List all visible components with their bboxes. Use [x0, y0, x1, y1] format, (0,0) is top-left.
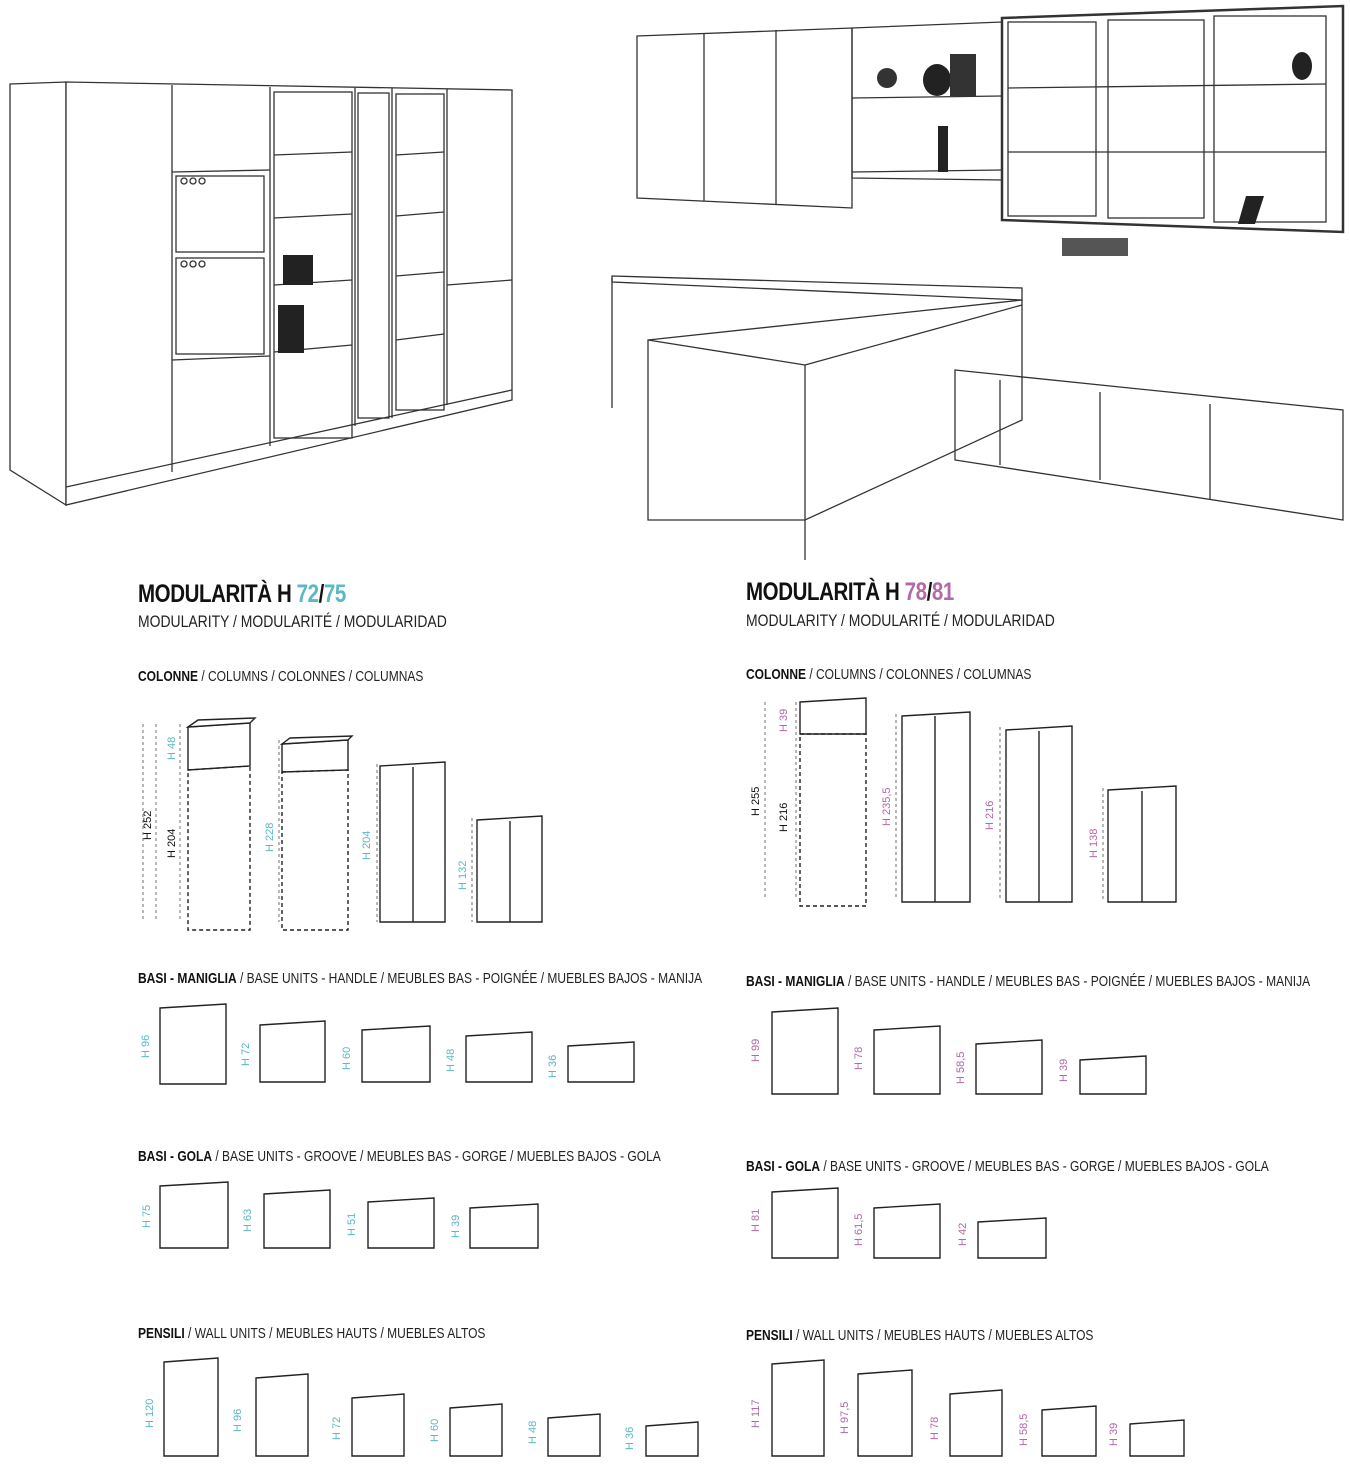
right-wall-height-0: H 117 — [750, 1399, 762, 1428]
left-base-handle-drawings — [160, 1004, 634, 1084]
left-bg-height-3: H 39 — [450, 1214, 462, 1238]
left-bh-height-1: H 72 — [240, 1042, 252, 1066]
right-bg-height-1: H 61,5 — [853, 1213, 865, 1246]
right-bg-height-0: H 81 — [750, 1208, 762, 1232]
right-bh-height-2: H 58,5 — [955, 1051, 967, 1084]
right-columns-drawings — [765, 698, 1176, 906]
left-bg-height-0: H 75 — [141, 1204, 153, 1228]
left-bg-height-1: H 63 — [242, 1208, 254, 1232]
right-section-title: MODULARITÀ H 78/81 — [746, 578, 954, 606]
left-col2-height: H 228 — [264, 822, 276, 852]
left-bh-height-2: H 60 — [341, 1046, 353, 1070]
right-bh-height-0: H 99 — [750, 1038, 762, 1062]
right-col4-height: H 138 — [1088, 828, 1100, 858]
right-col3-height: H 216 — [984, 800, 996, 830]
right-wall-height-4: H 39 — [1108, 1422, 1120, 1446]
right-columns-heading: COLONNE / COLUMNS / COLONNES / COLUMNAS — [746, 666, 1032, 683]
right-section-subtitle: MODULARITY / MODULARITÉ / MODULARIDAD — [746, 611, 1055, 630]
right-wall-height-2: H 78 — [929, 1416, 941, 1440]
left-wall-height-1: H 96 — [232, 1408, 244, 1432]
left-wall-height-5: H 36 — [624, 1426, 636, 1450]
left-wall-height-3: H 60 — [429, 1418, 441, 1442]
left-bh-height-3: H 48 — [445, 1048, 457, 1072]
left-wall-heading: PENSILI / WALL UNITS / MEUBLES HAUTS / MUEBLES ALTOS — [138, 1325, 486, 1342]
right-col-total-height: H 255 — [750, 786, 762, 816]
right-base-handle-heading: BASI - MANIGLIA / BASE UNITS - HANDLE / MEUBLES BAS - POIGNÉE / MUEBLES BAJOS - MANIJA — [746, 973, 1311, 990]
right-bh-height-3: H 39 — [1058, 1058, 1070, 1082]
right-title-height-a: 78 — [904, 578, 927, 606]
right-wall-height-1: H 97,5 — [839, 1401, 851, 1434]
left-section-title: MODULARITÀ H 72/75 — [138, 580, 346, 608]
right-wall-drawings — [772, 1360, 1184, 1456]
left-columns-heading: COLONNE / COLUMNS / COLONNES / COLUMNAS — [138, 668, 424, 685]
right-title-height-b: 81 — [931, 578, 954, 606]
left-col-bottom-height: H 204 — [166, 828, 178, 858]
right-col-bottom-height: H 216 — [778, 802, 790, 832]
left-wall-height-4: H 48 — [527, 1420, 539, 1444]
left-wall-height-0: H 120 — [144, 1398, 156, 1428]
left-title-height-b: 75 — [323, 580, 346, 608]
right-base-groove-heading: BASI - GOLA / BASE UNITS - GROOVE / MEUBLES BAS - GORGE / MUEBLES BAJOS - GOLA — [746, 1158, 1269, 1175]
left-col-total-height: H 252 — [142, 810, 154, 840]
right-base-groove-drawings — [772, 1188, 1046, 1258]
left-columns-drawings — [143, 718, 542, 930]
right-col-top-height: H 39 — [778, 708, 790, 732]
left-col-top-height: H 48 — [166, 736, 178, 760]
left-col3-height: H 204 — [361, 830, 373, 860]
left-bh-height-0: H 96 — [140, 1034, 152, 1058]
right-wall-heading: PENSILI / WALL UNITS / MEUBLES HAUTS / MUEBLES ALTOS — [746, 1327, 1094, 1344]
left-base-handle-heading: BASI - MANIGLIA / BASE UNITS - HANDLE / MEUBLES BAS - POIGNÉE / MUEBLES BAJOS - MANIJA — [138, 970, 703, 987]
right-bh-height-1: H 78 — [853, 1046, 865, 1070]
left-col4-height: H 132 — [457, 860, 469, 890]
left-wall-height-2: H 72 — [331, 1416, 343, 1440]
right-col2-height: H 235,5 — [881, 787, 893, 826]
left-bh-height-4: H 36 — [547, 1054, 559, 1078]
left-bg-height-2: H 51 — [346, 1212, 358, 1236]
right-bg-height-2: H 42 — [957, 1222, 969, 1246]
left-title-height-a: 72 — [296, 580, 319, 608]
left-base-groove-heading: BASI - GOLA / BASE UNITS - GROOVE / MEUBLES BAS - GORGE / MUEBLES BAJOS - GOLA — [138, 1148, 661, 1165]
right-wall-height-3: H 58,5 — [1018, 1413, 1030, 1446]
left-section-subtitle: MODULARITY / MODULARITÉ / MODULARIDAD — [138, 612, 447, 631]
